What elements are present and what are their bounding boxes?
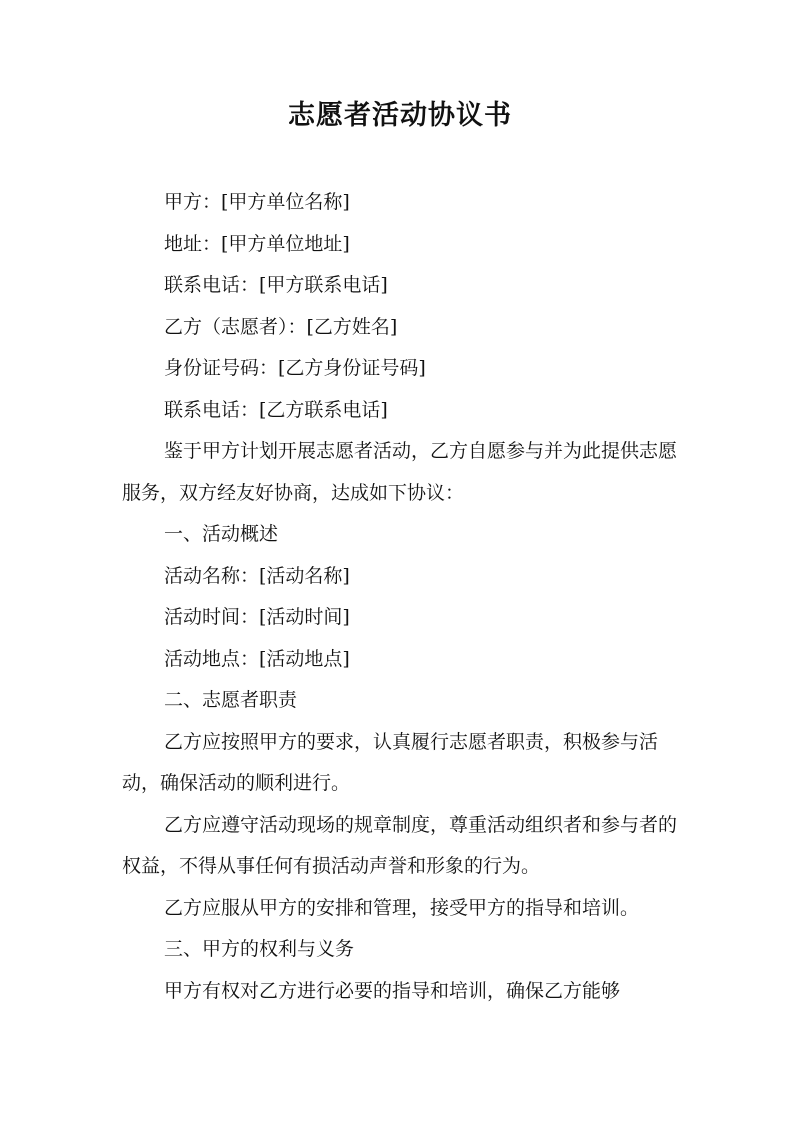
activity-place: 活动地点：[活动地点] (164, 647, 350, 670)
party-b-phone: 联系电话：[乙方联系电话] (164, 398, 388, 421)
document-title: 志愿者活动协议书 (288, 100, 512, 131)
party-a-phone: 联系电话：[甲方联系电话] (164, 274, 388, 296)
preamble-paragraph: 鉴于甲方计划开展志愿者活动，乙方自愿参与并为此提供志愿服务，双方经友好协商，达成如下协议： (122, 440, 678, 504)
activity-time: 活动时间：[活动时间] (164, 606, 350, 628)
party-b-name: 乙方（志愿者）：[乙方姓名] (164, 315, 398, 338)
section-1-heading: 一、活动概述 (164, 523, 279, 545)
section-2-paragraph-1: 乙方应按照甲方的要求，认真履行志愿者职责，积极参与活动，确保活动的顺利进行。 (122, 730, 659, 794)
activity-name: 活动名称：[活动名称] (164, 564, 350, 587)
document-body (122, 182, 682, 1012)
section-3-heading: 三、甲方的权利与义务 (164, 938, 355, 960)
section-2-paragraph-3: 乙方应服从甲方的安排和管理，接受甲方的指导和培训。 (164, 896, 640, 919)
party-a-name: 甲方：[甲方单位名称] (164, 191, 350, 213)
section-2-paragraph-2: 乙方应遵守活动现场的规章制度，尊重活动组织者和参与者的权益，不得从事任何有损活动声誉和形象的行为。 (122, 813, 678, 877)
section-2-heading: 二、志愿者职责 (164, 689, 298, 711)
party-a-address: 地址：[甲方单位地址] (164, 232, 350, 255)
section-3-paragraph-1: 甲方有权对乙方进行必要的指导和培训，确保乙方能够 (164, 979, 621, 1002)
party-b-id: 身份证号码：[乙方身份证号码] (164, 357, 426, 379)
